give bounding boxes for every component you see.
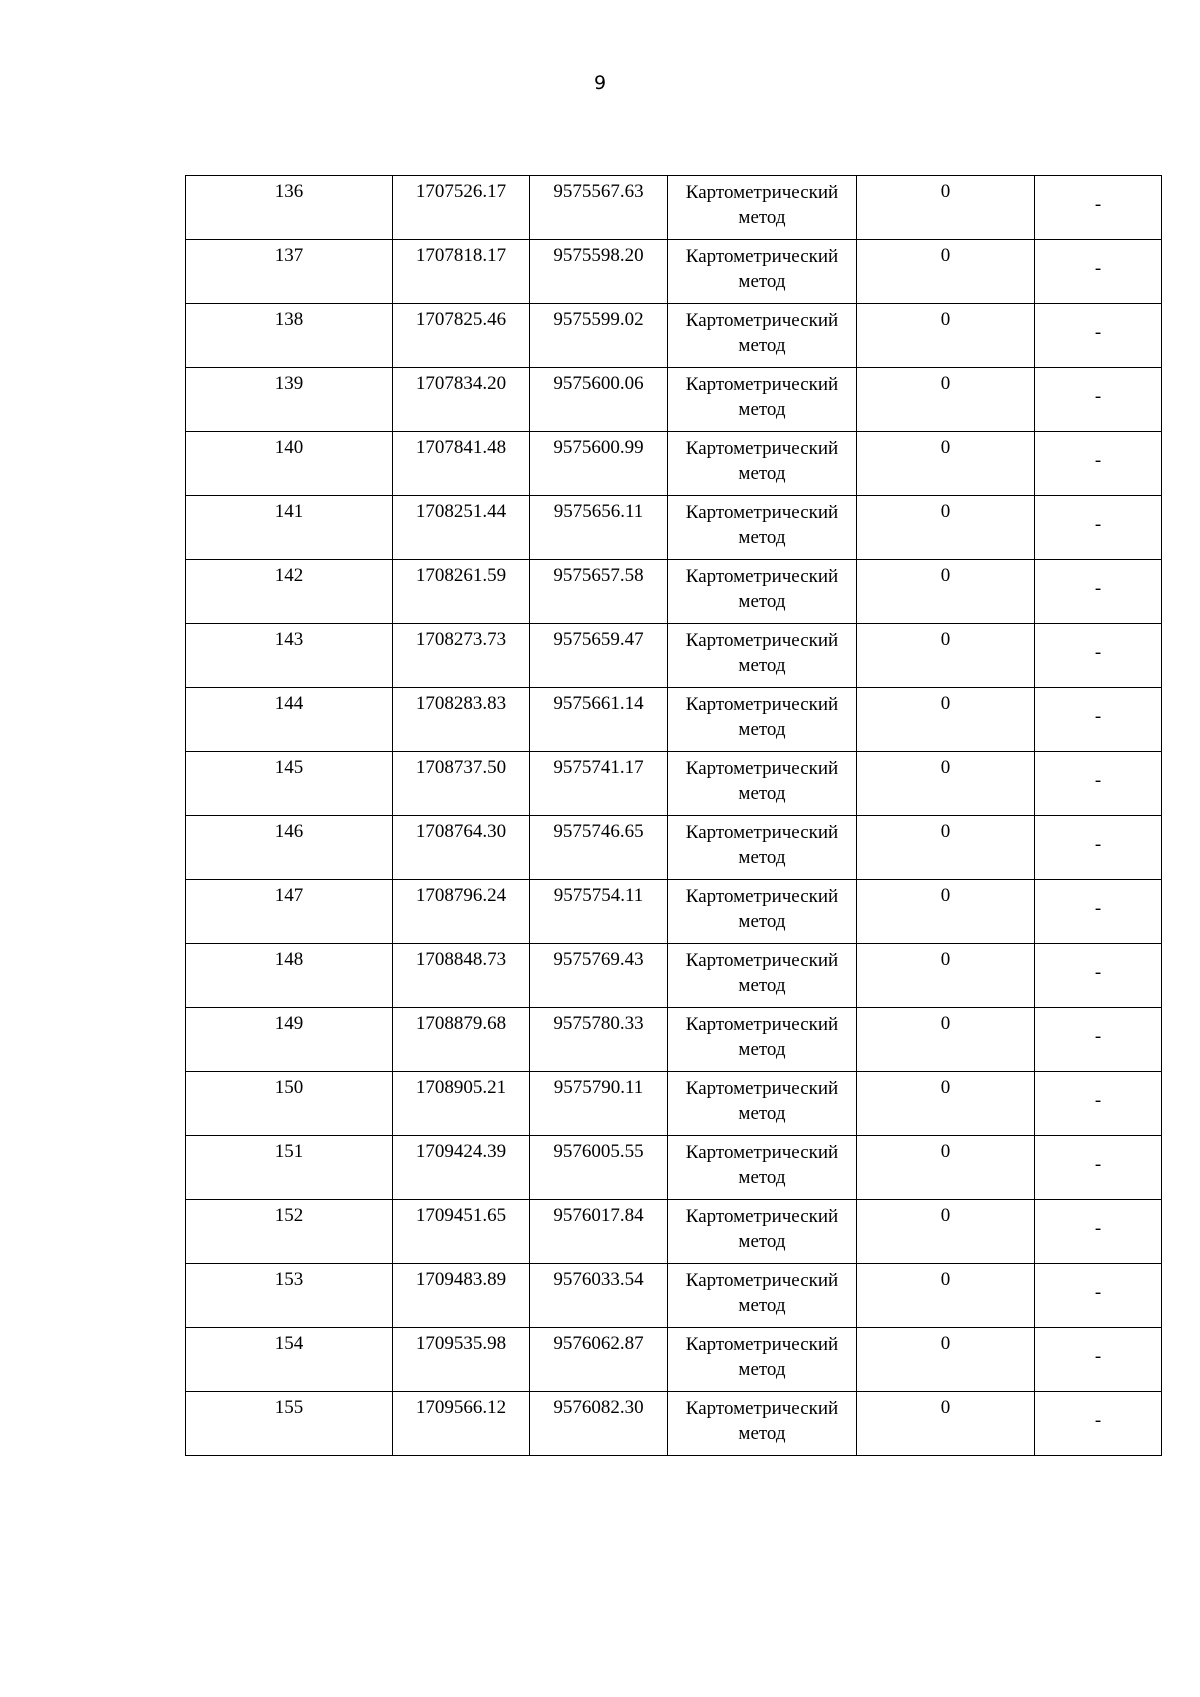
method-cell <box>668 560 857 624</box>
point-number-cell: 141 <box>186 496 393 560</box>
y-coordinate-cell: 9575657.58 <box>530 560 668 624</box>
table-row <box>186 560 1162 624</box>
method-line-1: Картометрический <box>685 566 839 587</box>
accuracy-cell: 0 <box>857 816 1035 880</box>
accuracy-cell: 0 <box>857 176 1035 240</box>
method-cell <box>668 304 857 368</box>
table-row <box>186 496 1162 560</box>
description-cell: - <box>1035 880 1162 944</box>
method-line-1: Картометрический <box>685 758 839 779</box>
x-coordinate-cell: 1707841.48 <box>393 432 530 496</box>
point-number-cell: 147 <box>186 880 393 944</box>
method-line-2: метод <box>738 335 786 356</box>
y-coordinate-cell: 9576082.30 <box>530 1392 668 1456</box>
method-line-2: метод <box>738 399 786 420</box>
point-number-cell: 142 <box>186 560 393 624</box>
y-coordinate-cell: 9575600.06 <box>530 368 668 432</box>
description-cell: - <box>1035 176 1162 240</box>
method-cell <box>668 1072 857 1136</box>
method-line-1: Картометрический <box>685 502 839 523</box>
y-coordinate-cell: 9575780.33 <box>530 1008 668 1072</box>
point-number-cell: 143 <box>186 624 393 688</box>
table-row <box>186 1136 1162 1200</box>
method-line-1: Картометрический <box>685 1206 839 1227</box>
point-number-cell: 155 <box>186 1392 393 1456</box>
accuracy-cell: 0 <box>857 496 1035 560</box>
y-coordinate-cell: 9575741.17 <box>530 752 668 816</box>
description-cell: - <box>1035 1328 1162 1392</box>
accuracy-cell: 0 <box>857 624 1035 688</box>
method-line-2: метод <box>738 911 786 932</box>
x-coordinate-cell: 1709424.39 <box>393 1136 530 1200</box>
method-line-2: метод <box>738 207 786 228</box>
x-coordinate-cell: 1709566.12 <box>393 1392 530 1456</box>
x-coordinate-cell: 1708905.21 <box>393 1072 530 1136</box>
accuracy-cell: 0 <box>857 304 1035 368</box>
point-number-cell: 148 <box>186 944 393 1008</box>
accuracy-cell: 0 <box>857 688 1035 752</box>
point-number-cell: 152 <box>186 1200 393 1264</box>
method-line-2: метод <box>738 1231 786 1252</box>
method-line-1: Картометрический <box>685 1078 839 1099</box>
accuracy-cell: 0 <box>857 240 1035 304</box>
x-coordinate-cell: 1708879.68 <box>393 1008 530 1072</box>
description-cell: - <box>1035 1392 1162 1456</box>
y-coordinate-cell: 9576033.54 <box>530 1264 668 1328</box>
method-line-1: Картометрический <box>685 950 839 971</box>
method-line-1: Картометрический <box>685 1014 839 1035</box>
table-row <box>186 752 1162 816</box>
method-line-1: Картометрический <box>685 1334 839 1355</box>
method-line-1: Картометрический <box>685 886 839 907</box>
method-line-1: Картометрический <box>685 1270 839 1291</box>
accuracy-cell: 0 <box>857 752 1035 816</box>
method-line-2: метод <box>738 975 786 996</box>
method-line-1: Картометрический <box>685 438 839 459</box>
table-row <box>186 1264 1162 1328</box>
description-cell: - <box>1035 752 1162 816</box>
point-number-cell: 149 <box>186 1008 393 1072</box>
description-cell: - <box>1035 240 1162 304</box>
x-coordinate-cell: 1709535.98 <box>393 1328 530 1392</box>
x-coordinate-cell: 1707526.17 <box>393 176 530 240</box>
method-cell <box>668 624 857 688</box>
method-line-2: метод <box>738 655 786 676</box>
method-cell <box>668 1392 857 1456</box>
table-row <box>186 880 1162 944</box>
point-number-cell: 140 <box>186 432 393 496</box>
method-cell <box>668 1136 857 1200</box>
method-cell <box>668 1328 857 1392</box>
method-line-1: Картометрический <box>685 182 839 203</box>
method-line-2: метод <box>738 591 786 612</box>
table-row <box>186 624 1162 688</box>
accuracy-cell: 0 <box>857 944 1035 1008</box>
method-cell <box>668 176 857 240</box>
y-coordinate-cell: 9576017.84 <box>530 1200 668 1264</box>
y-coordinate-cell: 9575599.02 <box>530 304 668 368</box>
method-line-2: метод <box>738 271 786 292</box>
method-line-2: метод <box>738 1103 786 1124</box>
y-coordinate-cell: 9575598.20 <box>530 240 668 304</box>
point-number-cell: 150 <box>186 1072 393 1136</box>
table-row <box>186 944 1162 1008</box>
method-line-2: метод <box>738 1039 786 1060</box>
table-row <box>186 304 1162 368</box>
description-cell: - <box>1035 1264 1162 1328</box>
accuracy-cell: 0 <box>857 1264 1035 1328</box>
accuracy-cell: 0 <box>857 1008 1035 1072</box>
method-line-2: метод <box>738 527 786 548</box>
x-coordinate-cell: 1707834.20 <box>393 368 530 432</box>
y-coordinate-cell: 9575659.47 <box>530 624 668 688</box>
method-line-2: метод <box>738 1359 786 1380</box>
x-coordinate-cell: 1708273.73 <box>393 624 530 688</box>
x-coordinate-cell: 1708796.24 <box>393 880 530 944</box>
y-coordinate-cell: 9575790.11 <box>530 1072 668 1136</box>
method-line-2: метод <box>738 1295 786 1316</box>
description-cell: - <box>1035 560 1162 624</box>
description-cell: - <box>1035 1136 1162 1200</box>
y-coordinate-cell: 9575567.63 <box>530 176 668 240</box>
table-row <box>186 1072 1162 1136</box>
accuracy-cell: 0 <box>857 560 1035 624</box>
description-cell: - <box>1035 1200 1162 1264</box>
method-cell <box>668 1008 857 1072</box>
method-cell <box>668 1264 857 1328</box>
point-number-cell: 151 <box>186 1136 393 1200</box>
accuracy-cell: 0 <box>857 1328 1035 1392</box>
method-cell <box>668 816 857 880</box>
method-cell <box>668 880 857 944</box>
x-coordinate-cell: 1709451.65 <box>393 1200 530 1264</box>
table-row <box>186 368 1162 432</box>
description-cell: - <box>1035 304 1162 368</box>
accuracy-cell: 0 <box>857 1136 1035 1200</box>
table-row <box>186 1328 1162 1392</box>
method-line-2: метод <box>738 719 786 740</box>
y-coordinate-cell: 9575746.65 <box>530 816 668 880</box>
method-cell <box>668 688 857 752</box>
method-cell <box>668 496 857 560</box>
description-cell: - <box>1035 432 1162 496</box>
y-coordinate-cell: 9575754.11 <box>530 880 668 944</box>
table-row <box>186 432 1162 496</box>
method-line-1: Картометрический <box>685 374 839 395</box>
method-line-2: метод <box>738 847 786 868</box>
description-cell: - <box>1035 496 1162 560</box>
point-number-cell: 145 <box>186 752 393 816</box>
y-coordinate-cell: 9575769.43 <box>530 944 668 1008</box>
table-row <box>186 1392 1162 1456</box>
x-coordinate-cell: 1709483.89 <box>393 1264 530 1328</box>
description-cell: - <box>1035 624 1162 688</box>
method-line-2: метод <box>738 1423 786 1444</box>
table-row <box>186 816 1162 880</box>
point-number-cell: 136 <box>186 176 393 240</box>
accuracy-cell: 0 <box>857 432 1035 496</box>
y-coordinate-cell: 9575656.11 <box>530 496 668 560</box>
point-number-cell: 154 <box>186 1328 393 1392</box>
accuracy-cell: 0 <box>857 1072 1035 1136</box>
method-cell <box>668 1200 857 1264</box>
x-coordinate-cell: 1708251.44 <box>393 496 530 560</box>
point-number-cell: 139 <box>186 368 393 432</box>
method-line-2: метод <box>738 1167 786 1188</box>
y-coordinate-cell: 9575600.99 <box>530 432 668 496</box>
point-number-cell: 137 <box>186 240 393 304</box>
coordinates-table-body <box>186 176 1162 1456</box>
method-line-1: Картометрический <box>685 630 839 651</box>
x-coordinate-cell: 1708261.59 <box>393 560 530 624</box>
description-cell: - <box>1035 816 1162 880</box>
description-cell: - <box>1035 1072 1162 1136</box>
x-coordinate-cell: 1708737.50 <box>393 752 530 816</box>
point-number-cell: 153 <box>186 1264 393 1328</box>
description-cell: - <box>1035 1008 1162 1072</box>
method-cell <box>668 752 857 816</box>
x-coordinate-cell: 1707818.17 <box>393 240 530 304</box>
description-cell: - <box>1035 368 1162 432</box>
method-cell <box>668 432 857 496</box>
method-line-1: Картометрический <box>685 822 839 843</box>
point-number-cell: 138 <box>186 304 393 368</box>
method-line-1: Картометрический <box>685 694 839 715</box>
x-coordinate-cell: 1708283.83 <box>393 688 530 752</box>
x-coordinate-cell: 1708848.73 <box>393 944 530 1008</box>
method-cell <box>668 944 857 1008</box>
coordinates-table <box>185 175 1162 1456</box>
table-row <box>186 688 1162 752</box>
accuracy-cell: 0 <box>857 1200 1035 1264</box>
method-line-2: метод <box>738 783 786 804</box>
method-line-1: Картометрический <box>685 1398 839 1419</box>
accuracy-cell: 0 <box>857 368 1035 432</box>
y-coordinate-cell: 9575661.14 <box>530 688 668 752</box>
method-cell <box>668 240 857 304</box>
point-number-cell: 144 <box>186 688 393 752</box>
method-line-1: Картометрический <box>685 246 839 267</box>
x-coordinate-cell: 1708764.30 <box>393 816 530 880</box>
description-cell: - <box>1035 688 1162 752</box>
y-coordinate-cell: 9576005.55 <box>530 1136 668 1200</box>
method-line-1: Картометрический <box>685 310 839 331</box>
table-row <box>186 1200 1162 1264</box>
point-number-cell: 146 <box>186 816 393 880</box>
table-row <box>186 176 1162 240</box>
table-row <box>186 1008 1162 1072</box>
x-coordinate-cell: 1707825.46 <box>393 304 530 368</box>
method-line-1: Картометрический <box>685 1142 839 1163</box>
page-number: 9 <box>593 72 607 94</box>
description-cell: - <box>1035 944 1162 1008</box>
accuracy-cell: 0 <box>857 880 1035 944</box>
table-row <box>186 240 1162 304</box>
method-cell <box>668 368 857 432</box>
y-coordinate-cell: 9576062.87 <box>530 1328 668 1392</box>
method-line-2: метод <box>738 463 786 484</box>
accuracy-cell: 0 <box>857 1392 1035 1456</box>
